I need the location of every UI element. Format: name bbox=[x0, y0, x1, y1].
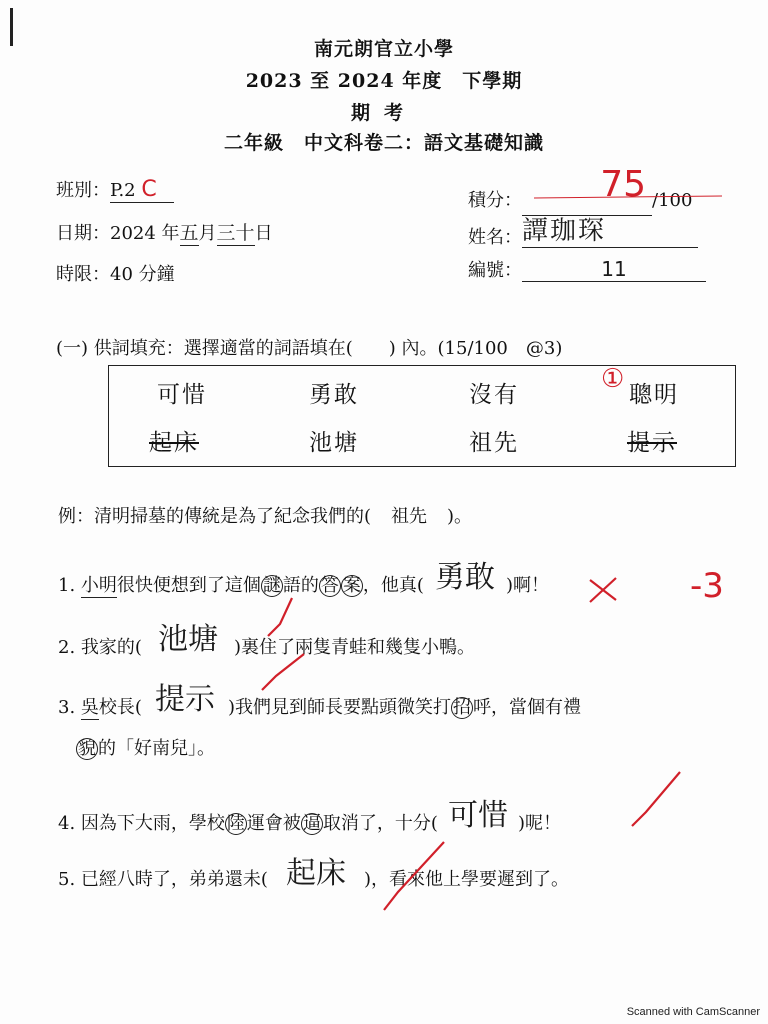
class-value: P.2 C bbox=[110, 177, 174, 203]
answer-1: 勇敢 bbox=[434, 560, 495, 595]
tick-mark-2 bbox=[268, 598, 292, 636]
example-answer: 祖先 bbox=[391, 506, 428, 527]
box-mark: ① bbox=[601, 364, 625, 394]
exam-title: 期考 bbox=[350, 102, 417, 124]
scanner-watermark: Scanned with CamScanner bbox=[626, 1006, 760, 1018]
score-underline bbox=[534, 196, 722, 198]
word-3: 沒有 bbox=[469, 382, 519, 408]
question-5: 5. 已經八時了，弟弟還未( 起床 )，看來他上學要遲到了。 bbox=[58, 850, 569, 894]
date-field: 日期：2024 年五月三十日 bbox=[56, 218, 273, 246]
score-value: 75 bbox=[600, 164, 646, 205]
answer-3: 提示 bbox=[154, 682, 215, 717]
school-name: 南元朗官立小學 bbox=[313, 38, 454, 60]
word-5: 起床 bbox=[149, 430, 199, 456]
name-field: 姓名：譚珈琛 bbox=[468, 214, 698, 252]
score-field: 積分： 75 /100 bbox=[468, 174, 692, 216]
date-month: 五 bbox=[180, 218, 199, 246]
question-2: 2. 我家的( 池塘 )裏住了兩隻青蛙和幾隻小鴨。 bbox=[58, 618, 475, 662]
question-4: 4. 因為下大雨，學校 陸 運會被 逼 取消了，十分( 可惜 )呢！ bbox=[58, 794, 561, 838]
word-8: 提示 bbox=[627, 430, 677, 456]
question-3-line2: 貌 的「好南兒」。 bbox=[78, 738, 215, 759]
date-day: 三十 bbox=[217, 218, 255, 246]
answer-4: 可惜 bbox=[447, 798, 508, 833]
word-6: 池塘 bbox=[309, 430, 359, 456]
example-line: 例：清明掃墓的傳統是為了紀念我們的( 祖先 )。 bbox=[58, 502, 472, 528]
tick-mark-4 bbox=[632, 772, 680, 826]
tick-mark-3 bbox=[262, 654, 304, 690]
subject-title: 二年級 中文科卷二：語文基礎知識 bbox=[223, 132, 544, 154]
deduction-mark: -3 bbox=[690, 566, 724, 606]
class-field: 班別：P.2 C bbox=[56, 176, 174, 203]
name-value: 譚珈琛 bbox=[522, 210, 698, 248]
word-4: 聰明 bbox=[629, 382, 679, 408]
question-1: 1. 小明很快便想到了這個 謎 語的 答 案 ，他真( 勇敢 )啊！ bbox=[58, 556, 549, 600]
class-handwritten: C bbox=[141, 177, 157, 202]
word-1: 可惜 bbox=[157, 382, 207, 408]
tick-mark-5 bbox=[384, 842, 444, 910]
word-2: 勇敢 bbox=[309, 382, 359, 408]
cross-mark-1 bbox=[590, 578, 616, 602]
answer-2: 池塘 bbox=[157, 622, 218, 657]
word-7: 祖先 bbox=[469, 430, 519, 456]
answer-5: 起床 bbox=[285, 856, 346, 891]
section1-title: (一) 供詞填充：選擇適當的詞語填在( ) 內。(15/100 @3) bbox=[56, 338, 563, 359]
time-limit: 時限：40 分鐘 bbox=[56, 264, 175, 285]
number-field: 編號： 11 bbox=[468, 256, 706, 282]
school-year: 2023 至 2024 年度 下學期 bbox=[245, 70, 523, 92]
number-value: 11 bbox=[522, 257, 706, 282]
question-3: 3. 吳校長( 提示 )我們見到師長要點頭微笑打 招 呼，當個有禮 bbox=[58, 678, 581, 722]
score-total: /100 bbox=[652, 190, 693, 211]
